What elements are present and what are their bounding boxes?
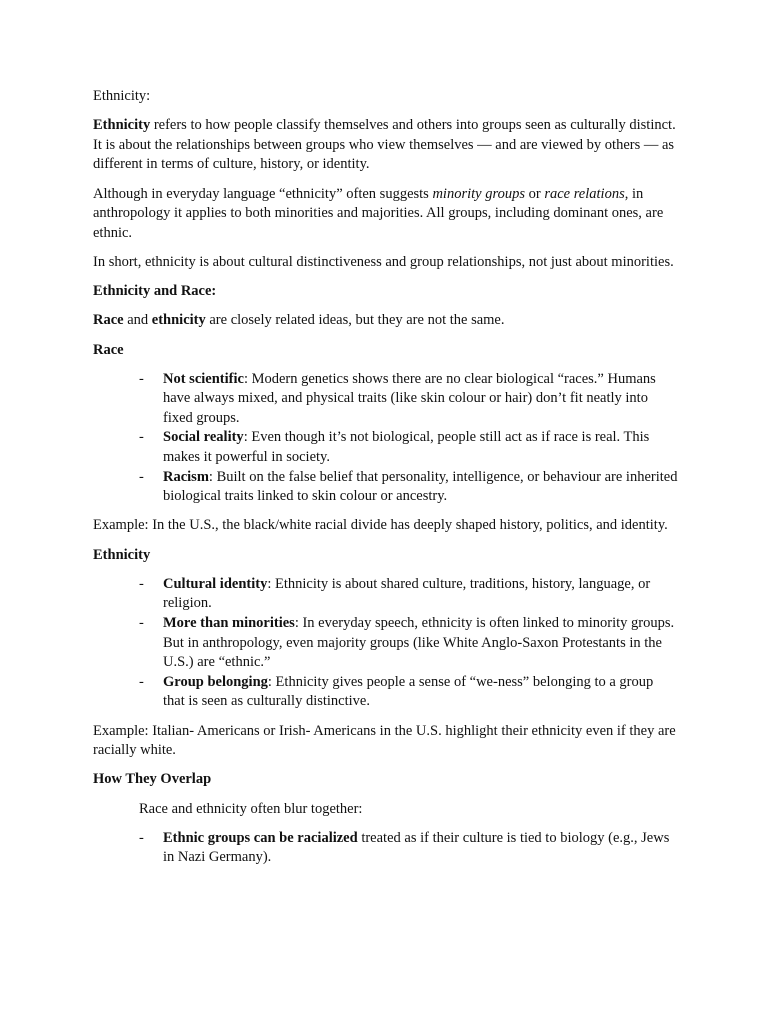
list-item [93, 829, 678, 868]
intro-paragraph-2 [93, 185, 678, 244]
emphasis-race-relations: race relations [544, 185, 625, 202]
section-heading-ethnicity-and-race: Ethnicity and Race: [93, 283, 217, 300]
list-item [93, 468, 678, 507]
list-item-term: Racism [163, 468, 209, 485]
list-item-text: : Ethnicity gives people a sense of “we-ness” belonging to a group that is seen as culturally distinctive. [163, 673, 654, 710]
list-item-text: treated as if their culture is tied to biology (e.g., Jews in Nazi Germany). [163, 829, 670, 866]
ethnicity-example: Example: Italian- Americans or Irish- Americans in the U.S. highlight their ethnicity even if they are racially white. [93, 722, 676, 759]
list-item-term: Ethnic groups can be racialized [163, 829, 358, 846]
intro-paragraph-2-text-c: , in anthropology it applies to both minorities and majorities. All groups, including dominant ones, are ethnic. [93, 185, 664, 241]
race-list [93, 370, 678, 507]
term-ethnicity-lead: ethnicity [151, 312, 206, 329]
list-item-text: : In everyday speech, ethnicity is often linked to minority groups. But in anthropology, even majority groups (like White Anglo-Saxon Protestants in the U.S.) are “ethnic.” [163, 615, 675, 671]
term-race: Race [93, 312, 124, 329]
list-item [93, 428, 678, 467]
overlap-intro: Race and ethnicity often blur together: [139, 800, 363, 817]
list-item-term: Social reality [163, 429, 244, 446]
subheading-race: Race [93, 341, 124, 358]
list-item-text: : Even though it’s not biological, people still act as if race is real. This makes it powerful in society. [163, 429, 650, 466]
dash-bullet: - [139, 429, 144, 446]
subheading-ethnicity: Ethnicity [93, 546, 151, 563]
race-ethnicity-lead [93, 311, 678, 331]
overlap-list [93, 829, 678, 868]
list-item-text: : Ethnicity is about shared culture, traditions, history, language, or religion. [163, 575, 651, 612]
dash-bullet: - [139, 829, 144, 846]
race-example: Example: In the U.S., the black/white racial divide has deeply shaped history, politics, and identity. [93, 517, 668, 534]
emphasis-minority-groups: minority groups [432, 185, 525, 202]
document-page [93, 87, 678, 878]
list-item-term: Not scientific [163, 370, 244, 387]
list-item-term: Cultural identity [163, 575, 268, 592]
intro-paragraph-1-text: refers to how people classify themselves and others into groups seen as culturally distinct. It is about the relationships between groups who view themselves — and are viewed by others — as different in terms of culture, history, or identity. [93, 117, 676, 173]
lead-text: are closely related ideas, but they are not the same. [205, 312, 505, 329]
list-item-text: : Modern genetics shows there are no clear biological “races.” Humans have always mixed, and physical traits (like skin colour or hair) don’t fit neatly into fixed groups. [163, 370, 656, 426]
subheading-how-they-overlap: How They Overlap [93, 771, 212, 788]
list-item-term: Group belonging [163, 673, 268, 690]
term-ethnicity: Ethnicity [93, 117, 151, 134]
lead-text-and: and [123, 312, 152, 329]
ethnicity-list [93, 575, 678, 712]
list-item [93, 673, 678, 712]
doc-title: Ethnicity: [93, 88, 151, 104]
list-item [93, 575, 678, 614]
list-item [93, 614, 678, 673]
dash-bullet: - [139, 468, 144, 485]
list-item-text: : Built on the false belief that personality, intelligence, or behaviour are inherited biological traits linked to skin colour or ancestry. [163, 468, 678, 505]
intro-paragraph-1 [93, 116, 678, 175]
intro-paragraph-2-text-a: Although in everyday language “ethnicity” often suggests [93, 185, 433, 202]
dash-bullet: - [139, 370, 144, 387]
list-item-term: More than minorities [163, 615, 295, 631]
list-item [93, 370, 678, 429]
dash-bullet: - [139, 575, 144, 592]
dash-bullet: - [139, 673, 144, 690]
intro-paragraph-3: In short, ethnicity is about cultural distinctiveness and group relationships, not just about minorities. [93, 253, 674, 270]
dash-bullet: - [139, 615, 144, 631]
intro-paragraph-2-text-b: or [524, 185, 545, 202]
